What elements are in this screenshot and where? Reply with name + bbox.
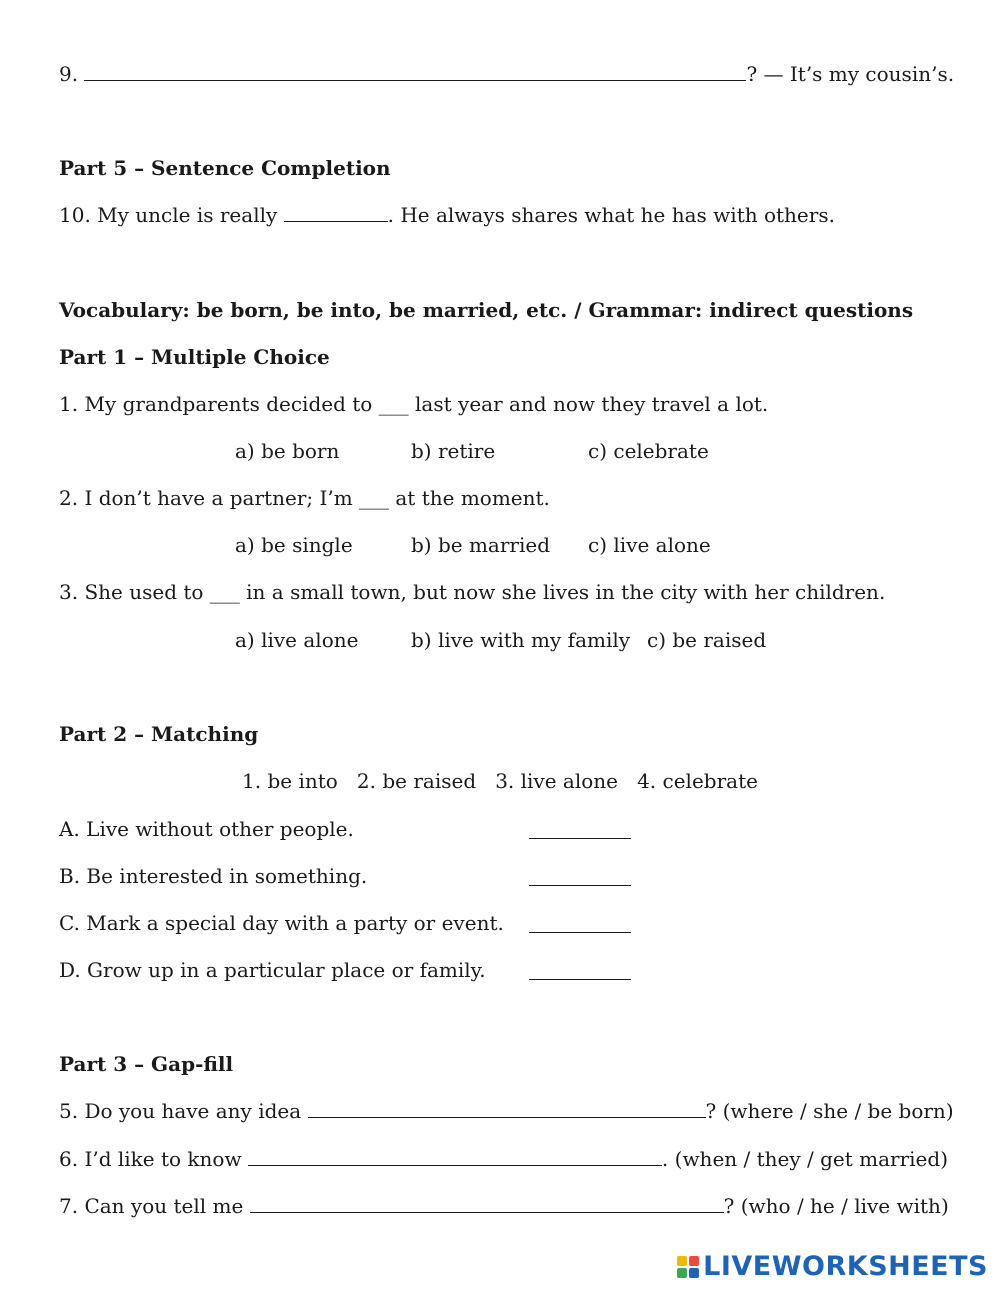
match-item-b: B. Be interested in something. <box>59 864 368 888</box>
question-7 <box>59 1194 949 1218</box>
question-5 <box>59 1099 954 1123</box>
section-title: Vocabulary: be born, be into, be married, etc. / Grammar: indirect questions <box>59 298 914 322</box>
logo-blocks-icon <box>677 1256 699 1278</box>
answer-blank-7[interactable] <box>250 1194 724 1213</box>
option-3a[interactable]: a) live alone <box>235 628 359 652</box>
option-3c[interactable]: c) be raised <box>647 628 767 652</box>
match-blank-a[interactable] <box>529 818 631 839</box>
option-1b[interactable]: b) retire <box>411 439 496 463</box>
part2-heading: Part 2 – Matching <box>59 722 259 746</box>
option-1a[interactable]: a) be born <box>235 439 340 463</box>
question-2: 2. I don’t have a partner; I’m ___ at the moment. <box>59 486 550 510</box>
logo-block <box>677 1268 687 1278</box>
option-2c[interactable]: c) live alone <box>588 533 711 557</box>
option-3b[interactable]: b) live with my family <box>411 628 631 652</box>
part5-heading: Part 5 – Sentence Completion <box>59 156 391 180</box>
question-hint: . (when / they / get married) <box>661 1147 948 1171</box>
option-1c[interactable]: c) celebrate <box>588 439 709 463</box>
question-3: 3. She used to ___ in a small town, but now she lives in the city with her children. <box>59 580 886 604</box>
answer-blank-6[interactable] <box>248 1147 662 1166</box>
liveworksheets-logo <box>677 1251 988 1282</box>
part3-heading: Part 3 – Gap-fill <box>59 1052 234 1076</box>
match-blank-b[interactable] <box>529 865 631 886</box>
answer-blank-10[interactable] <box>284 203 388 222</box>
match-item-a: A. Live without other people. <box>59 817 354 841</box>
question-1: 1. My grandparents decided to ___ last year and now they travel a lot. <box>59 392 769 416</box>
logo-text: LIVEWORKSHEETS <box>703 1251 988 1282</box>
question-9 <box>59 62 954 86</box>
logo-block <box>689 1268 699 1278</box>
question-hint: ? (who / he / live with) <box>723 1194 949 1218</box>
answer-blank-5[interactable] <box>308 1099 706 1118</box>
option-2a[interactable]: a) be single <box>235 533 353 557</box>
question-text: 10. My uncle is really <box>59 203 284 227</box>
logo-block <box>677 1256 687 1266</box>
match-blank-d[interactable] <box>529 959 631 980</box>
question-text: 5. Do you have any idea <box>59 1099 308 1123</box>
logo-block <box>689 1256 699 1266</box>
question-tail: ? — It’s my cousin’s. <box>746 62 955 86</box>
question-text: 6. I’d like to know <box>59 1147 248 1171</box>
question-hint: ? (where / she / be born) <box>705 1099 954 1123</box>
question-6 <box>59 1147 948 1171</box>
question-text: . He always shares what he has with others. <box>387 203 835 227</box>
question-10 <box>59 203 835 227</box>
part1-heading: Part 1 – Multiple Choice <box>59 345 330 369</box>
match-item-c: C. Mark a special day with a party or event. <box>59 911 504 935</box>
option-2b[interactable]: b) be married <box>411 533 551 557</box>
word-bank: 1. be into 2. be raised 3. live alone 4. celebrate <box>242 769 758 793</box>
question-number: 9. <box>59 62 79 86</box>
answer-blank-9[interactable] <box>84 62 746 81</box>
match-blank-c[interactable] <box>529 912 631 933</box>
question-text: 7. Can you tell me <box>59 1194 250 1218</box>
match-item-d: D. Grow up in a particular place or family. <box>59 958 486 982</box>
